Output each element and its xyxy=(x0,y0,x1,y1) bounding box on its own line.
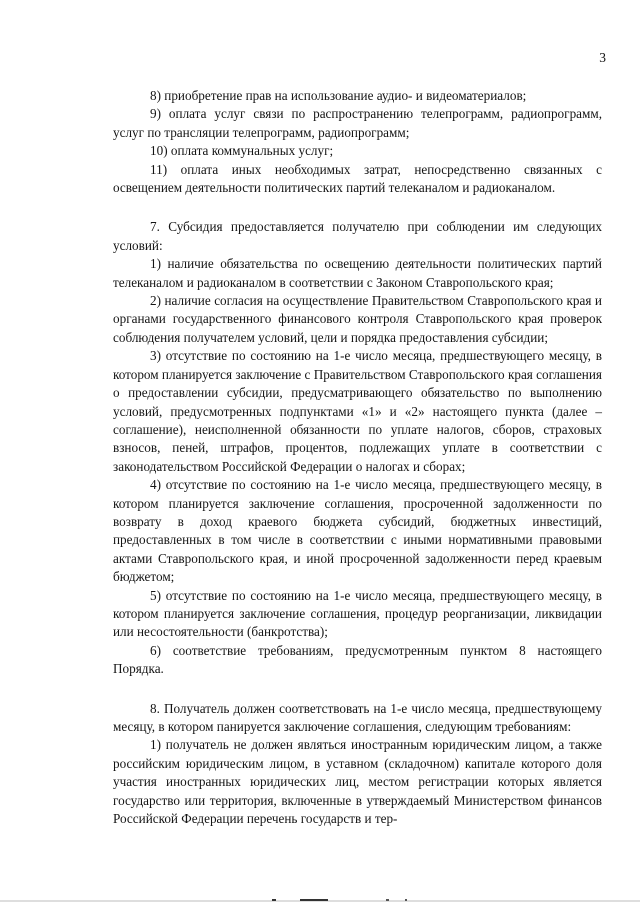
paragraph-item-11: 11) оплата иных необходимых затрат, непосредственно связанных с освещением деятельности политических партий телеканалом и радиоканалом. xyxy=(113,161,602,196)
document-body xyxy=(113,87,602,828)
paragraph-item-8: 8) приобретение прав на использование аудио- и видеоматериалов; xyxy=(150,88,527,103)
paragraph-clause-7-sub-6: 6) соответствие требованиям, предусмотренным пунктом 8 настоящего Порядка. xyxy=(113,642,602,677)
page-number: 3 xyxy=(599,50,606,65)
paragraph-clause-7-sub-2: 2) наличие согласия на осуществление Правительством Ставропольского края и органами государственного финансового контроля Ставропольского края проверок соблюдения получателем условий, цели и порядка предоставления субсидии; xyxy=(113,293,602,345)
section-gap xyxy=(113,679,602,700)
paragraph-clause-7-sub-4: 4) отсутствие по состоянию на 1-е число месяца, предшествующего месяцу, в котором планируется заключение соглашения, просроченной задолженности по возврату в доход краевого бюджета субсидий, бюджетных инвестиций, предоставленных в том числе в соответствии с иными нормативными правовыми актами Ставропольского края, и иной просроченной задолженности перед краевым бюджетом; xyxy=(113,477,602,585)
paragraph-clause-7-sub-5: 5) отсутствие по состоянию на 1-е число месяца, предшествующего месяцу, в котором планируется заключение соглашения, процедур реорганизации, ликвидации или несостоятельности (банкротства); xyxy=(113,587,602,640)
paragraph-item-10: 10) оплата коммунальных услуг; xyxy=(150,143,334,159)
paragraph-clause-8: 8. Получатель должен соответствовать на 1-е число месяца, предшествующему месяцу, в котором панируется заключение соглашения, следующим требованиям: xyxy=(113,700,602,734)
paragraph-clause-7-sub-3: 3) отсутствие по состоянию на 1-е число месяца, предшествующего месяцу, в котором планируется заключение с Правительством Ставропольского края соглашения о предоставлении субсидии, предусматривающего обязательство по выполнению условий, предусмотренных подпунктами «1» и «2» настоящего пункта (далее – соглашение), неисполненной обязанности по уплате налогов, сборов, страховых взносов, пеней, штрафов, процентов, подлежащих уплате в соответствии с законодательством Российской Федерации о налогах и сборах; xyxy=(113,348,602,474)
scan-edge-marks xyxy=(0,889,640,905)
paragraph-clause-8-sub-1: 1) получатель не должен являться иностранным юридическим лицом, а также российским юридическим лицом, в уставном (складочном) капитале которого доля участия иностранных юридических лиц, местом регистрации которых является государство или территория, включенные в утверждаемый Министерством финансов Российской Федерации перечень государств и тер- xyxy=(113,737,602,827)
paragraph-clause-7: 7. Субсидия предоставляется получателю при соблюдении им следующих условий: xyxy=(113,219,602,253)
paragraph-item-9: 9) оплата услуг связи по распространению телепрограмм, радиопрограмм, услуг по трансляции телепрограмм, радиопрограмм; xyxy=(113,106,602,140)
paragraph-clause-7-sub-1: 1) наличие обязательства по освещению деятельности политических партий телеканалом и радиоканалом в соответствии с Законом Ставропольского края; xyxy=(113,256,602,290)
section-gap xyxy=(113,197,602,218)
